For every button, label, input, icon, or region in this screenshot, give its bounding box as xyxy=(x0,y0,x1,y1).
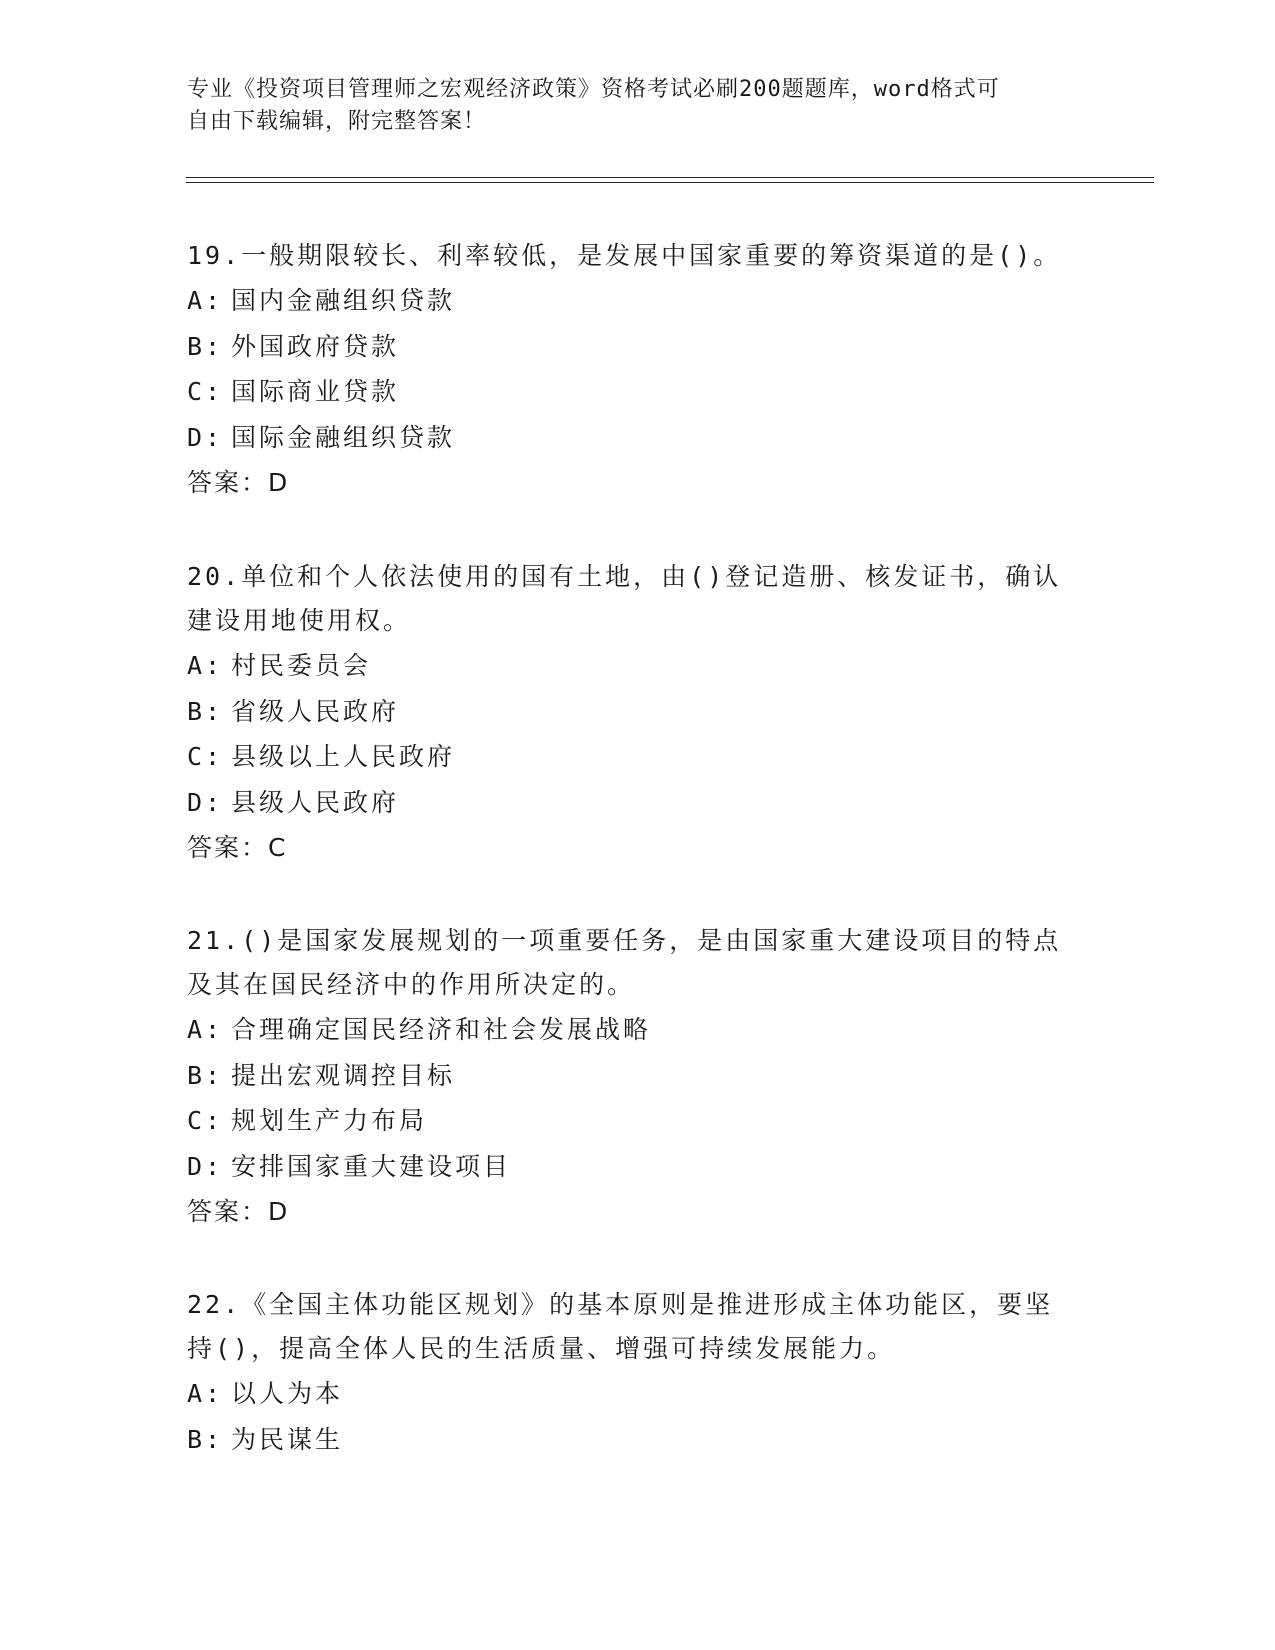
option-b xyxy=(187,689,1067,735)
option-text: 提出宏观调控目标 xyxy=(231,1060,456,1090)
answer-line: 答案：D xyxy=(187,1197,290,1226)
option-text: 县级人民政府 xyxy=(231,787,400,817)
option-text: 规划生产力布局 xyxy=(231,1106,428,1135)
option-text: 外国政府贷款 xyxy=(231,331,400,361)
option-letter: B: xyxy=(187,1424,224,1454)
option-a xyxy=(187,643,1067,689)
option-text: 为民谋生 xyxy=(231,1424,344,1454)
option-letter: D: xyxy=(187,787,224,817)
option-letter: B: xyxy=(187,696,224,726)
question-stem: 21.()是国家发展规划的一项重要任务，是由国家重大建设项目的特点及其在国民经济中的作用所决定的。 xyxy=(187,926,1062,999)
option-text: 县级以上人民政府 xyxy=(231,742,456,771)
option-c xyxy=(187,1098,1067,1144)
option-c xyxy=(187,734,1067,780)
option-d xyxy=(187,1144,1067,1190)
option-letter: A: xyxy=(187,1015,224,1044)
option-text: 国内金融组织贷款 xyxy=(231,286,456,315)
option-letter: A: xyxy=(187,286,224,315)
option-letter: C: xyxy=(187,742,224,771)
option-text: 村民委员会 xyxy=(231,651,372,680)
option-letter: C: xyxy=(187,377,224,406)
question-stem: 22.《全国主体功能区规划》的基本原则是推进形成主体功能区，要坚持()，提高全体人民的生活质量、增强可持续发展能力。 xyxy=(187,1290,1054,1363)
question-22 xyxy=(187,1283,1067,1462)
header-divider-top xyxy=(186,177,1154,178)
document-header xyxy=(187,74,1067,138)
option-b xyxy=(187,1417,1067,1463)
option-text: 安排国家重大建设项目 xyxy=(231,1151,512,1181)
option-letter: B: xyxy=(187,331,224,361)
option-b xyxy=(187,324,1067,370)
option-text: 国际商业贷款 xyxy=(231,377,400,406)
option-letter: C: xyxy=(187,1106,224,1135)
header-divider-bottom xyxy=(186,182,1154,183)
option-text: 以人为本 xyxy=(231,1379,344,1408)
answer-line: 答案：C xyxy=(187,833,288,862)
option-c xyxy=(187,369,1067,415)
option-d xyxy=(187,780,1067,826)
question-stem: 19.一般期限较长、利率较低，是发展中国家重要的筹资渠道的是()。 xyxy=(187,241,1062,270)
option-text: 合理确定国民经济和社会发展战略 xyxy=(231,1015,652,1044)
option-letter: D: xyxy=(187,1151,224,1181)
question-20 xyxy=(187,555,1067,870)
option-d xyxy=(187,415,1067,461)
option-text: 国际金融组织贷款 xyxy=(231,422,456,452)
question-21 xyxy=(187,919,1067,1234)
question-19 xyxy=(187,234,1067,505)
option-a xyxy=(187,1371,1067,1417)
option-letter: B: xyxy=(187,1060,224,1090)
option-a xyxy=(187,1007,1067,1053)
option-a xyxy=(187,278,1067,324)
answer-line: 答案：D xyxy=(187,468,290,497)
option-letter: D: xyxy=(187,422,224,452)
option-b xyxy=(187,1053,1067,1099)
header-line-2: 自由下载编辑，附完整答案！ xyxy=(187,109,487,134)
header-line-1: 专业《投资项目管理师之宏观经济政策》资格考试必刷200题题库，word格式可 xyxy=(187,77,1000,102)
option-letter: A: xyxy=(187,651,224,680)
question-stem: 20.单位和个人依法使用的国有土地，由()登记造册、核发证书，确认建设用地使用权。 xyxy=(187,562,1062,635)
option-letter: A: xyxy=(187,1379,224,1408)
option-text: 省级人民政府 xyxy=(231,696,400,726)
